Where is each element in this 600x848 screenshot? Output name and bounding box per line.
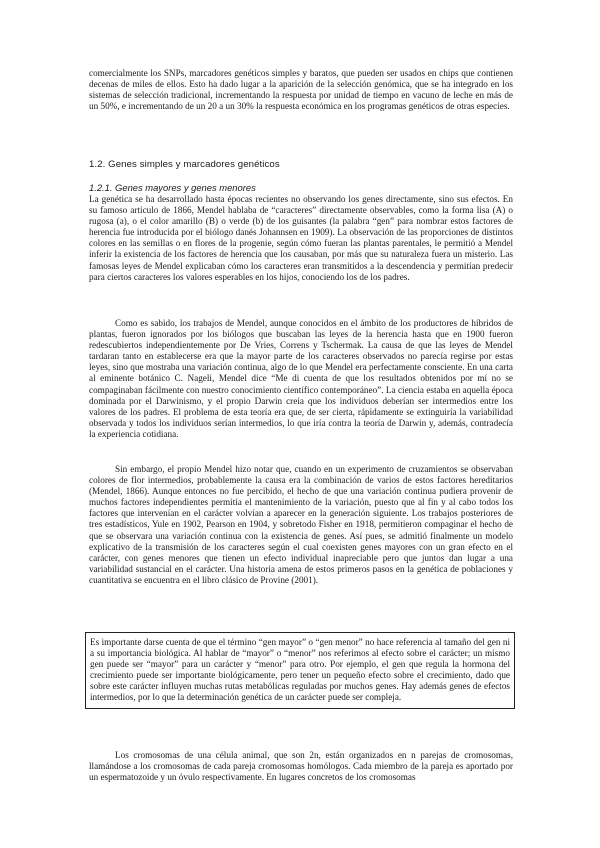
boxed-note-text: Es importante darse cuenta de que el término “gen mayor” o “gen menor” no hace referencia al tamaño del gen ni a su importancia biológica. Al hablar de “mayor” o “menor” nos referimos al efecto sobre el carácter; un mismo gen puede ser “mayor” para un carácter y “menor” para otro. Por ejemplo, el gen que regula la hormona del crecimiento puede ser importante biológicamente, pero tener un pequeño efecto sobre el crecimiento, dado que sobre este carácter influyen muchas rutas metabólicas reguladas por muchos genes. Hay además genes de efectos intermedios, por lo que la determinación genética de un carácter puede ser compleja.	[90, 637, 510, 703]
paragraph-mendel-rediscovery: Como es sabido, los trabajos de Mendel, aunque conocidos en el ámbito de los productores de híbridos de plantas, fueron ignorados por los biólogos que buscaban las leyes de la herencia hasta que en 1900 fueron redescubiertos independientemente por De Vries, Correns y Tschermak. La causa de que las leyes de Mendel tardaran tanto en establecerse era que la mayor parte de los caracteres observados no parecía regirse por estas leyes, sino que mostraba una variación continua, algo de lo que Mendel era perfectamente consciente. En una carta al eminente botánico C. Nageli, Mendel dice “Me di cuenta de que los resultados obtenidos por mí no se compaginaban fácilmente con nuestro conocimiento científico contemporáneo”. La ciencia estaba en aquella época dominada por el Darwinismo, y el propio Darwin creía que los individuos deberían ser intermedios entre los valores de los padres. El problema de esta teoría era que, de ser cierta, rápidamente se extinguiría la variabilidad observada y todos los individuos serían intermedios, lo que iría contra la teoría de Darwin y, además, contradecía la experiencia cotidiana.	[89, 318, 513, 439]
intro-paragraph: comercialmente los SNPs, marcadores genéticos simples y baratos, que pueden ser usados en chips que contienen decenas de miles de ellos. Esto ha dado lugar a la aparición de la selección genómica, que se ha integrado en los sistemas de selección tradicional, incrementando la respuesta por unidad de tiempo en vacuno de leche en más de un 50%, e incrementando de un 20 a un 30% la respuesta económica en los programas genéticos de otras especies.	[89, 68, 513, 112]
subsection-heading: 1.2.1. Genes mayores y genes menores	[89, 182, 256, 193]
paragraph-continuous-variation: Sin embargo, el propio Mendel hizo notar que, cuando en un experimento de cruzamientos se observaban colores de flor intermedios, probablemente la causa era la combinación de varios de estos factores hereditarios (Mendel, 1866). Aunque entonces no fue percibido, el hecho de que una variación continua pudiera provenir de muchos factores independientes permitía el mantenimiento de la variación, puesto que al fin y al cabo todos los factores que intervenían en el carácter volvían a aparecer en la generación siguiente. Los trabajos posteriores de tres estadísticos, Yule en 1902, Pearson en 1904, y sobretodo Fisher en 1918, permitieron compaginar el hecho de que se observara una variación continua con la existencia de genes. Así pues, se admitió finalmente un modelo explicativo de la transmisión de los caracteres según el cual coexisten genes mayores con un gran efecto en el carácter, con genes menores que tienen un efecto individual inapreciable pero que juntos dan lugar a una variabilidad sustancial en el carácter. Una historia amena de estos primeros pasos en la genética de poblaciones y cuantitativa se encuentra en el libro clásico de Provine (2001).	[89, 464, 513, 585]
paragraph-chromosomes: Los cromosomas de una célula animal, que son 2n, están organizados en n parejas de cromosomas, llamándose a los cromosomas de cada pareja cromosomas homólogos. Cada miembro de la pareja es aportado por un espermatozoide y un óvulo respectivamente. En lugares concretos de los cromosomas	[89, 750, 513, 783]
paragraph-mendel-characters: La genética se ha desarrollado hasta épocas recientes no observando los genes directamente, sino sus efectos. En su famoso artículo de 1866, Mendel hablaba de “caracteres” directamente observables, como la forma lisa (A) o rugosa (a), o el color amarillo (B) o verde (b) de los guisantes (la palabra “gen” para nombrar estos factores de herencia fue introducida por el biólogo danés Johannsen en 1909). La observación de las proporciones de distintos colores en las semillas o en flores de la progenie, según cómo fueran las plantas parentales, le permitió a Mendel inferir la existencia de los factores de herencia que los causaban, por más que su naturaleza fuera un misterio. Las famosas leyes de Mendel explicaban cómo los caracteres eran transmitidos a la descendencia y permitían predecir para ciertos caracteres los valores esperables en los hijos, conociendo los de los padres.	[89, 194, 513, 282]
boxed-note	[85, 632, 515, 709]
section-heading: 1.2. Genes simples y marcadores genéticos	[89, 159, 280, 170]
